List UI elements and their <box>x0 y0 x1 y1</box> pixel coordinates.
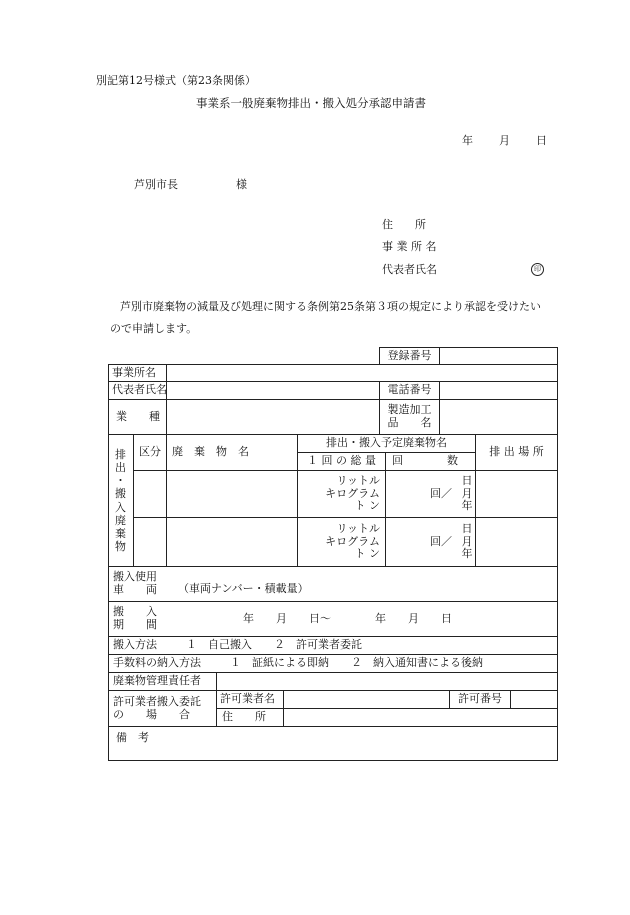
method-label: 搬入方法 <box>113 638 157 652</box>
form-number: 別記第12号様式（第23条関係） <box>96 74 256 87</box>
rule <box>439 347 440 364</box>
rule <box>108 399 557 400</box>
intro-line-1: 芦別市廃棄物の減量及び処理に関する条例第25条第３項の規定により承認を受けたい <box>120 300 541 313</box>
waste-side-char: 廃 <box>115 513 126 527</box>
honorific: 様 <box>236 178 247 191</box>
waste-side-char: 搬 <box>115 487 126 501</box>
permit-address-label: 住 所 <box>222 710 266 724</box>
rule <box>510 690 511 708</box>
discharge-place-header: 排 出 場 所 <box>489 445 544 459</box>
applicant-address-label: 住 所 <box>382 218 426 231</box>
waste-side-char: 入 <box>115 500 126 514</box>
frequency-per-row2: 回／ <box>430 534 452 548</box>
period-label: 搬 入 期 間 <box>113 605 157 631</box>
waste-side-char: 棄 <box>115 526 126 540</box>
waste-name-header: 廃 棄 物 名 <box>172 445 249 459</box>
waste-manager-label: 廃棄物管理責任者 <box>113 674 201 688</box>
office-name-label: 事業所名 <box>112 365 156 379</box>
registration-number-label: 登録番号 <box>387 348 432 362</box>
rule <box>108 726 557 727</box>
rule <box>108 364 557 365</box>
fee-method-label: 手数料の納入方法 <box>113 656 201 670</box>
rule <box>108 566 557 567</box>
rule <box>283 690 284 726</box>
frequency-header: 回 数 <box>392 454 458 468</box>
waste-side-label <box>108 435 133 566</box>
rule <box>108 760 558 761</box>
vehicle-label: 搬入使用 車 両 <box>113 570 157 596</box>
waste-side-char: 出 <box>115 460 126 474</box>
addressee: 芦別市長 <box>134 178 178 191</box>
document-title: 事業系一般廃棄物排出・搬入処分承認申請書 <box>196 96 426 110</box>
product-name-label: 製造加工 品 名 <box>387 403 432 429</box>
unit-options-row2: リットル キログラム ト ン <box>325 522 380 561</box>
permit-number-label: 許可番号 <box>458 692 502 706</box>
fee-method-options: １ 証紙による即納 ２ 納入通知書による後納 <box>230 656 483 670</box>
phone-number-label: 電話番号 <box>387 383 432 397</box>
period-value: 年 月 日～ 年 月 日 <box>243 611 452 625</box>
rule <box>108 381 557 382</box>
remarks-label: 備 考 <box>116 730 149 744</box>
planned-waste-header: 排出・搬入予定廃棄物名 <box>326 436 447 450</box>
waste-side-char: 物 <box>115 540 126 554</box>
rule <box>216 708 557 709</box>
once-total-header: １ 回 の 総 量 <box>307 454 376 468</box>
waste-side-char: 排 <box>115 447 126 461</box>
date-month: 月 <box>499 134 510 147</box>
method-options: １ 自己搬入 ２ 許可業者委託 <box>186 638 362 652</box>
rule <box>216 672 217 690</box>
business-type-label: 業 種 <box>116 409 160 423</box>
rule <box>557 347 558 761</box>
intro-line-2: ので申請します。 <box>110 322 198 335</box>
applicant-office-label: 事 業 所 名 <box>382 240 437 253</box>
unit-options-row1: リットル キログラム ト ン <box>325 474 380 513</box>
applicant-rep-label: 代表者氏名 <box>382 263 437 276</box>
date-year: 年 <box>462 134 473 147</box>
vehicle-note: （車両ナンバー・積載量） <box>178 581 309 595</box>
frequency-per-row1: 回／ <box>430 486 452 500</box>
rule <box>166 434 167 566</box>
rule <box>166 364 167 434</box>
category-header: 区分 <box>139 445 161 459</box>
rule <box>385 452 386 566</box>
rule <box>216 690 217 726</box>
permit-section-label: 許可業者搬入委託 の 場 合 <box>113 694 201 721</box>
representative-name-label: 代表者氏名 <box>112 383 167 397</box>
permit-company-label: 許可業者名 <box>220 692 275 706</box>
seal-mark: 印 <box>531 261 544 276</box>
date-day: 日 <box>536 134 547 147</box>
frequency-units-row2: 日 月 年 <box>461 522 473 561</box>
rule <box>439 381 440 434</box>
frequency-units-row1: 日 月 年 <box>461 474 473 513</box>
waste-side-char: ・ <box>115 474 126 488</box>
